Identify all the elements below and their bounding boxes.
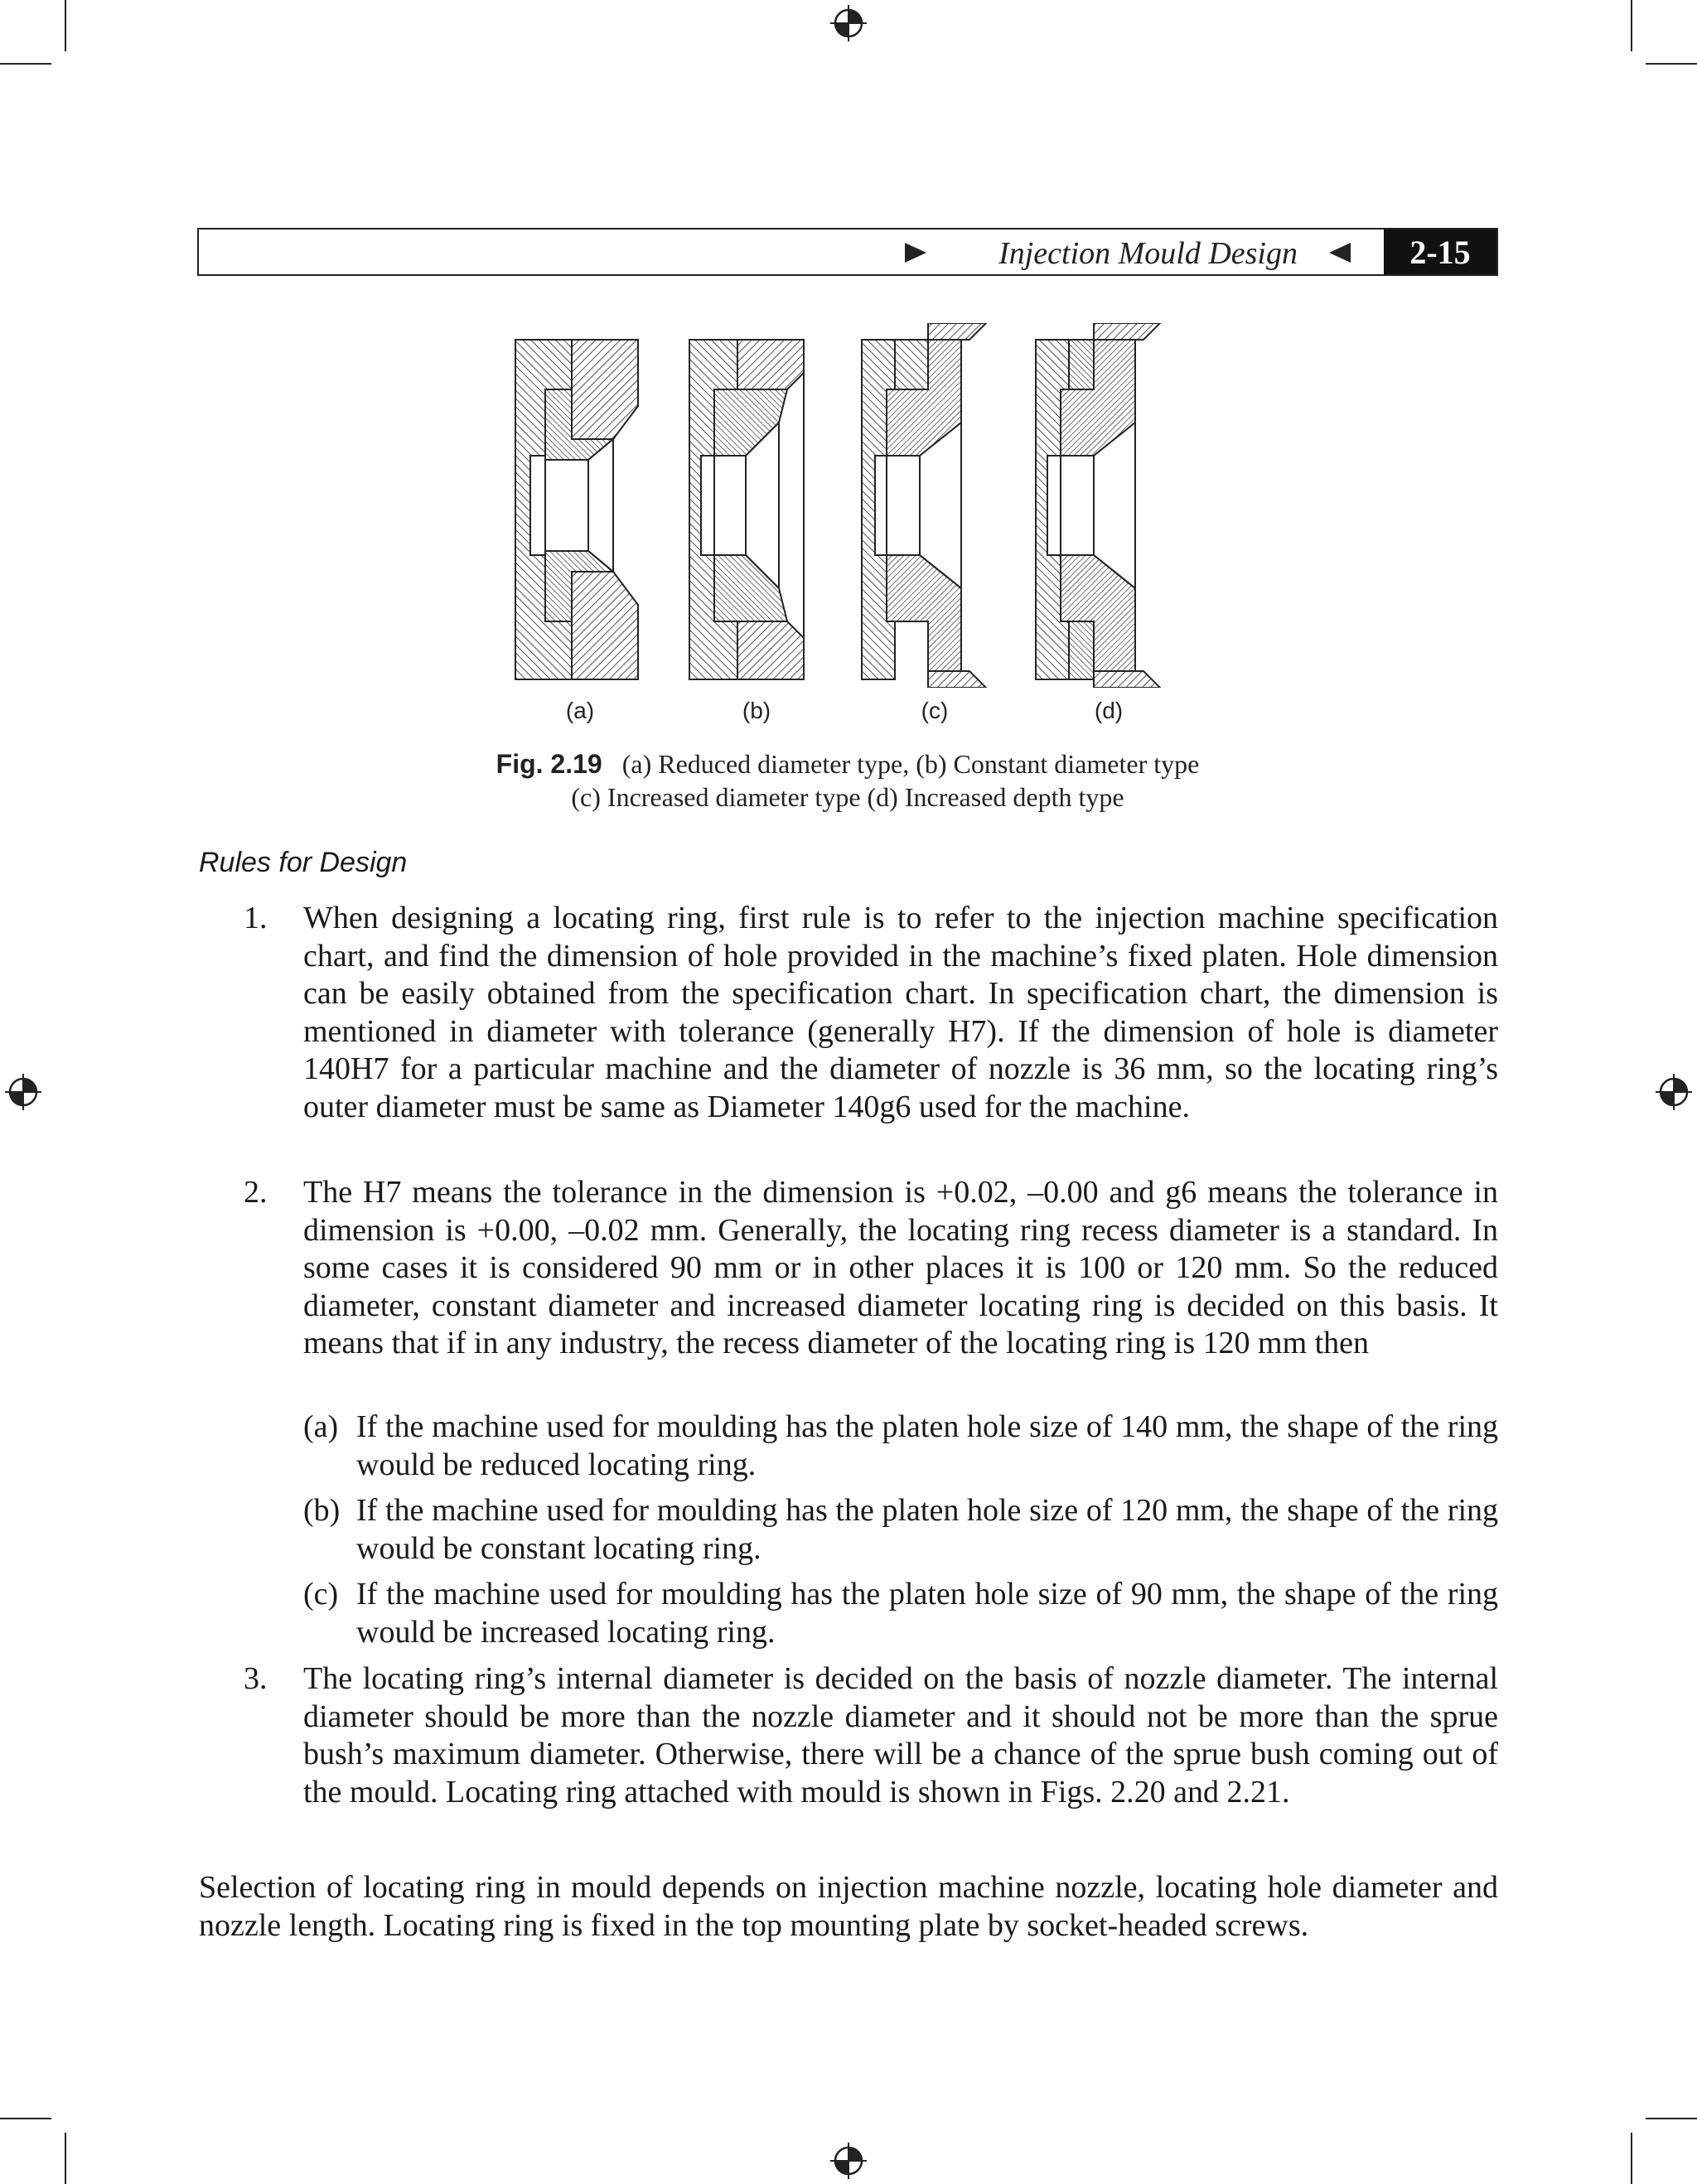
closing-paragraph: Selection of locating ring in mould depends on injection machine nozzle, locating hole diameter and nozzle length. Locating ring is fixed in the top mounting plate by socket-headed screws. [199,1870,1498,1943]
subrule-item [303,1408,1498,1484]
rule-number: 3. [244,1661,268,1696]
diagram-c [862,323,986,688]
left-triangle-icon [1329,243,1351,263]
panel-label-d: (d) [1094,698,1124,723]
subrule-text: If the machine used for moulding has the platen hole size of 120 mm, the shape of the ring would be constant locating ring. [356,1493,1498,1566]
crop-mark [1646,2118,1697,2119]
diagram-d [1036,323,1160,688]
rule-item [244,1660,1498,1811]
subrule-item [303,1492,1498,1568]
caption-label: Fig. 2.19 [496,749,602,779]
subrule-label: (c) [303,1577,339,1611]
subrule-label: (a) [303,1409,339,1444]
rule-item [244,900,1498,1126]
rule-number: 1. [244,901,268,935]
rule-text: The H7 means the tolerance in the dimension is +0.02, –0.00 and g6 means the tolerance in dimension is +0.00, –0.02 mm. Generally, the locating ring recess diameter is a standard. In some cases it is considered 90 mm or in other places it is 100 or 120 mm. So the reduced diameter, constant diameter and increased diameter locating ring is decided on this basis. It means that if in any industry, the recess diameter of the locating ring is 120 mm then [303,1175,1498,1360]
rule-text: When designing a locating ring, first rule is to refer to the injection machine specification chart, and find the dimension of hole provided in the machine’s fixed platen. Hole dimension can be easily obtained from the specification chart. In specification chart, the dimension is mentioned in diameter with tolerance (generally H7). If the dimension of hole is diameter 140H7 for a particular machine and the diameter of nozzle is 36 mm, so the locating ring’s outer diameter must be same as Diameter 140g6 used for the machine. [303,901,1498,1124]
crop-mark [0,63,51,65]
rule-item [244,1174,1498,1363]
caption-line-1: (a) Reduced diameter type, (b) Constant diameter type [621,749,1200,779]
crop-mark [1646,63,1697,65]
panel-label-a: (a) [565,698,595,723]
subrule-text: If the machine used for moulding has the platen hole size of 90 mm, the shape of the ring would be increased locating ring. [356,1577,1498,1650]
caption-line-2: (c) Increased diameter type (d) Increased depth type [571,782,1124,812]
registration-mark-icon [5,1074,41,1110]
running-header [197,228,1498,276]
page-number: 2-15 [1384,230,1496,274]
crop-mark [1631,2133,1632,2184]
figure-2-19 [497,323,1210,729]
crop-mark [1631,0,1632,51]
diagram-a [515,340,638,679]
rule-text: The locating ring’s internal diameter is decided on the basis of nozzle diameter. The internal diameter should be more than the nozzle diameter and it should not be more than the sprue bush’s maximum diameter. Otherwise, there will be a chance of the sprue bush coming out of the mould. Locating ring attached with mould is shown in Figs. 2.20 and 2.21. [303,1661,1498,1810]
subrule-label: (b) [303,1493,341,1528]
figure-caption [197,747,1498,814]
subrule-item [303,1576,1498,1651]
registration-mark-icon [1656,1074,1692,1110]
crop-mark [65,2133,66,2184]
right-triangle-icon [905,243,926,263]
chapter-title: Injection Mould Design [998,236,1298,271]
registration-mark-icon [830,2143,867,2179]
panel-label-c: (c) [921,698,949,723]
crop-mark [0,2118,51,2119]
registration-mark-icon [830,5,867,41]
panel-label-b: (b) [742,698,771,723]
diagram-b [689,340,804,679]
rule-number: 2. [244,1175,268,1210]
crop-mark [65,0,66,51]
locating-ring-diagrams [497,323,1210,688]
section-title: Rules for Design [199,847,408,878]
subrule-text: If the machine used for moulding has the platen hole size of 140 mm, the shape of the ring would be reduced locating ring. [356,1409,1498,1482]
